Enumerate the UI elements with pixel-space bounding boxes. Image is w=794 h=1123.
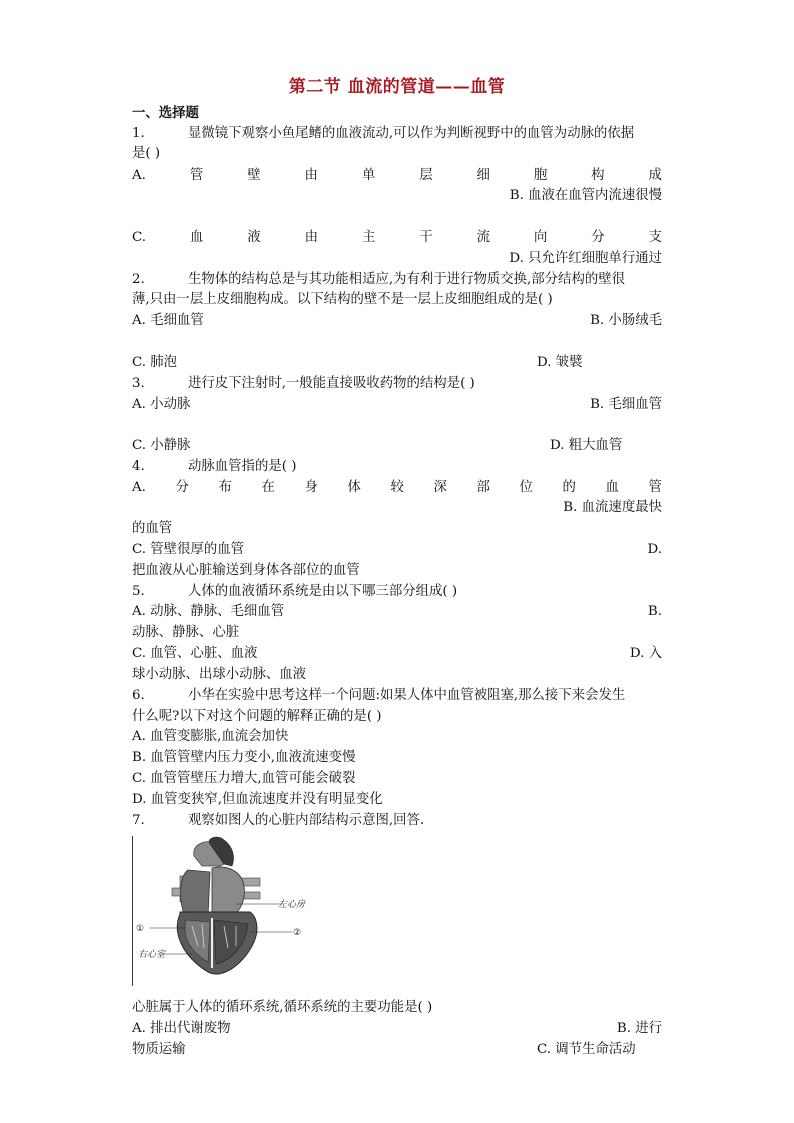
q7-option-b-continued: 物质运输	[132, 1042, 186, 1057]
q3-stem-text: 进行皮下注射时,一般能直接吸收药物的结构是( )	[188, 376, 475, 391]
option-char: 成	[648, 168, 662, 183]
option-char: 位	[519, 480, 533, 495]
option-char: 构	[591, 168, 605, 183]
q7-option-a: A. 排出代谢废物	[132, 1021, 231, 1036]
q7-stem-text: 观察如图人的心脏内部结构示意图,回答.	[188, 813, 425, 828]
q1-option-c-label: C.	[132, 230, 147, 245]
q5-option-a: A. 动脉、静脉、毛细血管	[132, 604, 285, 619]
q7-options-ab	[132, 1019, 662, 1039]
q6-stem-line1	[132, 686, 662, 706]
q6-option-a: A. 血管变膨胀,血流会加快	[132, 729, 289, 744]
q5-option-d-continued: 球小动脉、出球小动脉、血液	[132, 667, 307, 682]
q4-option-a	[132, 478, 662, 498]
q7-stem	[132, 811, 662, 831]
q7-number: 7.	[132, 813, 145, 828]
option-char: 部	[476, 480, 490, 495]
label-right-ventricle: 右心室	[138, 950, 166, 960]
q4-number: 4.	[132, 459, 145, 474]
q6-option-b: B. 血管管壁内压力变小,血液流速变慢	[132, 750, 356, 765]
q2-options-cd	[132, 353, 662, 373]
option-char: 向	[533, 230, 548, 245]
q7-sub-question: 心脏属于人体的循环系统,循环系统的主要功能是( )	[132, 1000, 433, 1015]
q6-stem-text: 小华在实验中思考这样一个问题:如果人体中血管被阻塞,那么接下来会发生	[188, 688, 626, 703]
q6-option-c: C. 血管管壁压力增大,血管可能会破裂	[132, 771, 356, 786]
q3-number: 3.	[132, 376, 145, 391]
q7-options-bc	[132, 1040, 662, 1060]
q4-stem	[132, 457, 662, 477]
heart-diagram	[132, 836, 312, 986]
option-char: 主	[361, 230, 376, 245]
q1-option-d: D. 只允许红细胞单行通过	[509, 251, 662, 266]
q3-option-c: C. 小静脉	[132, 438, 191, 453]
q3-stem	[132, 374, 662, 394]
q2-options-ab	[132, 311, 662, 331]
q1-option-b: B. 血液在血管内流速很慢	[509, 188, 662, 203]
q1-stem-line1	[132, 124, 662, 144]
option-char: 血	[605, 480, 619, 495]
option-char: 管	[648, 480, 662, 495]
q1-number: 1.	[132, 126, 145, 141]
option-char: 壁	[247, 168, 261, 183]
q5-options-cd	[132, 644, 662, 664]
q2-option-c: C. 肺泡	[132, 355, 178, 370]
q4-option-b: B. 血流速度最快	[563, 500, 662, 515]
option-char: 体	[347, 480, 361, 495]
option-char: 在	[261, 480, 275, 495]
q1-option-c	[132, 228, 662, 248]
q3-option-d: D. 粗大血管	[550, 438, 623, 453]
q3-options-ab	[132, 395, 662, 415]
heart-illustration	[132, 836, 312, 986]
q5-option-b-continued: 动脉、静脉、心脏	[132, 625, 240, 640]
q2-number: 2.	[132, 272, 145, 287]
option-char: 分	[175, 480, 189, 495]
option-char: 较	[390, 480, 404, 495]
option-char: 由	[304, 168, 318, 183]
option-char: 由	[304, 230, 319, 245]
q5-options-ab	[132, 602, 662, 622]
q5-stem-text: 人体的血液循环系统是由以下哪三部分组成( )	[188, 584, 458, 599]
q4-option-c: C. 管壁很厚的血管	[132, 542, 245, 557]
q5-option-d-label: D. 入	[629, 646, 662, 661]
figure-mark-1: ①	[136, 924, 145, 934]
q2-stem-text: 生物体的结构总是与其功能相适应,为有利于进行物质交换,部分结构的壁很	[188, 272, 626, 287]
option-char: 的	[562, 480, 576, 495]
q4-options-cd	[132, 540, 662, 560]
q1-stem-line2: 是( )	[132, 146, 161, 161]
q3-options-cd	[132, 436, 662, 456]
option-char: 层	[419, 168, 433, 183]
q6-option-d: D. 血管变狭窄,但血流速度并没有明显变化	[132, 792, 383, 807]
q4-option-d-label: D.	[647, 542, 662, 557]
q2-stem-line1	[132, 270, 662, 290]
q6-stem-line2: 什么呢?以下对这个问题的解释正确的是( )	[132, 709, 382, 724]
q4-option-d-continued: 把血液从心脏输送到身体各部位的血管	[132, 563, 360, 578]
option-char: 液	[247, 230, 261, 245]
q5-option-b-label: B.	[647, 604, 662, 619]
q3-option-a: A. 小动脉	[132, 397, 191, 412]
q5-number: 5.	[132, 584, 145, 599]
q2-option-b: B. 小肠绒毛	[590, 313, 662, 328]
option-char: 血	[189, 230, 204, 245]
q4-option-b-continued: 的血管	[132, 521, 173, 536]
option-char: 流	[476, 230, 490, 245]
q4-stem-text: 动脉血管指的是( )	[188, 459, 297, 474]
q5-option-c: C. 血管、心脏、血液	[132, 646, 258, 661]
q7-option-c: C. 调节生命活动	[537, 1042, 636, 1057]
option-char: 布	[218, 480, 232, 495]
q2-stem-line2: 薄,只由一层上皮细胞构成。以下结构的壁不是一层上皮细胞组成的是( )	[132, 292, 553, 307]
option-char: 细	[476, 168, 490, 183]
section-heading: 一、选择题	[132, 105, 199, 121]
option-char: 干	[419, 230, 433, 245]
q1-stem-text: 显微镜下观察小鱼尾鳍的血液流动,可以作为判断视野中的血管为动脉的依据	[188, 126, 635, 141]
option-char: 分	[591, 230, 605, 245]
q1-option-a-label: A.	[132, 168, 146, 183]
option-char: 身	[304, 480, 318, 495]
q6-number: 6.	[132, 688, 145, 703]
figure-mark-2: ②	[293, 928, 302, 938]
option-char: 单	[361, 168, 376, 183]
option-char: 支	[648, 230, 662, 245]
figure-border-line	[132, 836, 133, 986]
q1-option-a	[132, 166, 662, 186]
option-char: 深	[433, 480, 447, 495]
q2-option-d: D. 皱襞	[537, 355, 583, 370]
page-title: 第二节 血流的管道——血管	[288, 77, 506, 97]
option-char: 胞	[533, 168, 548, 183]
q4-option-a-label: A.	[132, 480, 146, 495]
q5-stem	[132, 582, 662, 602]
q3-option-b: B. 毛细血管	[590, 397, 662, 412]
option-char: 管	[189, 168, 204, 183]
q2-option-a: A. 毛细血管	[132, 313, 204, 328]
label-left-atrium: 左心房	[278, 900, 306, 910]
q7-option-b: B. 进行	[616, 1021, 662, 1036]
